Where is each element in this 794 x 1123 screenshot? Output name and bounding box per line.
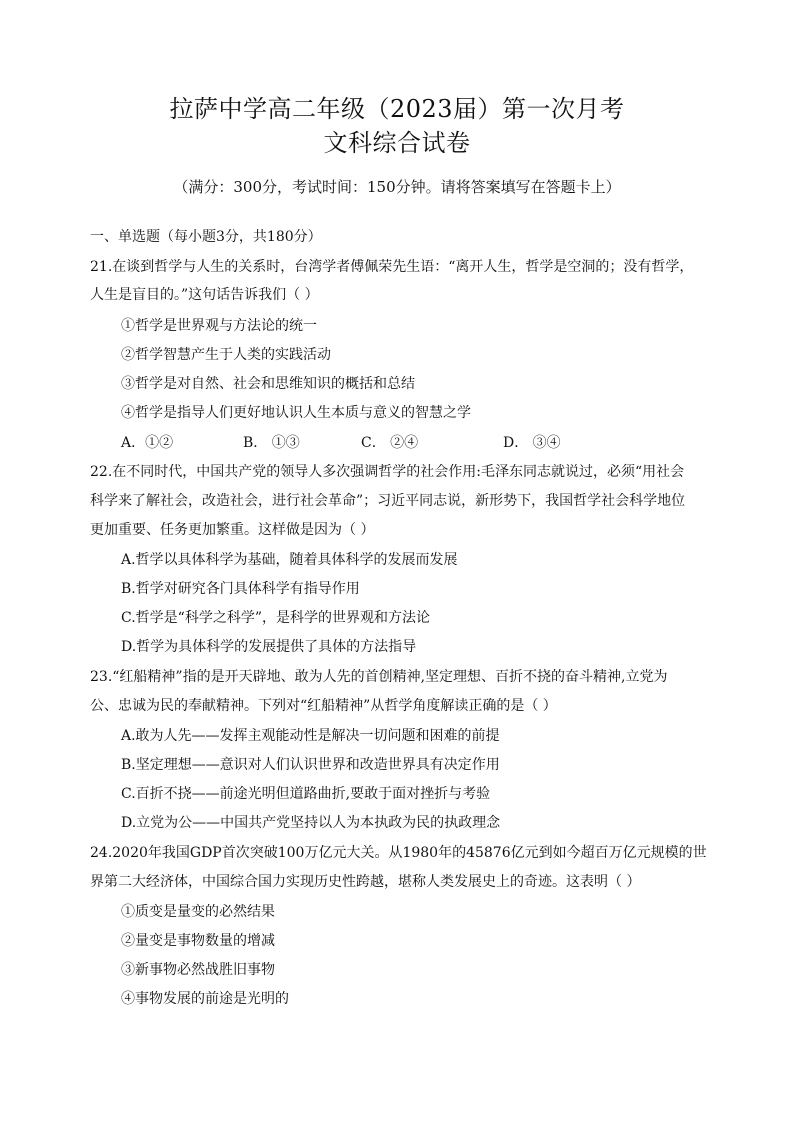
statement-item: ①质变是量变的必然结果 xyxy=(121,904,275,920)
question-stem: 科学来了解社会，改造社会，进行社会革命”；习近平同志说，新形势下，我国哲学社会科学地位 xyxy=(90,493,686,509)
question-stem: 23.“红船精神”指的是开天辟地、敢为人先的首创精神,坚定理想、百折不挠的奋斗精神,立党为 xyxy=(90,669,668,685)
statement-item: ④哲学是指导人们更好地认识人生本质与意义的智慧之学 xyxy=(121,405,471,421)
option-c: C.百折不挠——前途光明但道路曲折,要敢于面对挫折与考验 xyxy=(121,786,491,802)
question-stem: 24.2020年我国GDP首次突破100万亿元大关。从1980年的45876亿元到如今超百万亿元规模的世 xyxy=(90,845,707,861)
question-stem: 22.在不同时代，中国共产党的领导人多次强调哲学的社会作用:毛泽东同志就说过，必须“用社会 xyxy=(90,464,685,480)
choice-d: D． ③④ xyxy=(503,435,561,451)
statement-item: ④事物发展的前途是光明的 xyxy=(121,991,289,1007)
statement-item: ③哲学是对自然、社会和思维知识的概括和总结 xyxy=(121,376,415,392)
question-stem: 界第二大经济体，中国综合国力实现历史性跨越，堪称人类发展史上的奇迹。这表明（ ） xyxy=(90,874,641,890)
exam-note: （满分：300分，考试时间：150分钟。请将答案填写在答题卡上） xyxy=(173,178,621,196)
choice-c: C． ②④ xyxy=(361,435,419,451)
option-b: B.哲学对研究各门具体科学有指导作用 xyxy=(121,581,360,597)
question-stem: 公、忠诚为民的奉献精神。下列对“红船精神”从哲学角度解读正确的是（ ） xyxy=(90,698,557,714)
choice-b: B． ①③ xyxy=(243,435,300,451)
question-stem: 人生是盲目的。”这句话告诉我们（ ） xyxy=(90,287,319,303)
statement-item: ②哲学智慧产生于人类的实践活动 xyxy=(121,347,331,363)
exam-subtitle: 文科综合试卷 xyxy=(323,129,471,157)
option-d: D.哲学为具体科学的发展提供了具体的方法指导 xyxy=(121,639,417,655)
choice-a: A．①② xyxy=(121,435,174,451)
option-c: C.哲学是“科学之科学”，是科学的世界观和方法论 xyxy=(121,610,430,626)
question-stem: 21.在谈到哲学与人生的关系时，台湾学者傅佩荣先生语：“离开人生，哲学是空洞的；没有哲学， xyxy=(90,259,694,275)
option-a: A.敢为人先——发挥主观能动性是解决一切问题和困难的前提 xyxy=(121,728,500,744)
exam-title: 拉萨中学高二年级（2023届）第一次月考 xyxy=(169,95,625,123)
option-b: B.坚定理想——意识对人们认识世界和改造世界具有决定作用 xyxy=(121,757,500,773)
question-stem: 更加重要、任务更加繁重。这样做是因为（ ） xyxy=(90,522,375,538)
option-a: A.哲学以具体科学为基础，随着具体科学的发展而发展 xyxy=(121,552,458,568)
statement-item: ①哲学是世界观与方法论的统一 xyxy=(121,318,317,334)
section-heading: 一、单选题（每小题3分，共180分） xyxy=(90,229,322,245)
statement-item: ③新事物必然战胜旧事物 xyxy=(121,962,275,978)
option-d: D.立党为公——中国共产党坚持以人为本执政为民的执政理念 xyxy=(121,815,501,831)
statement-item: ②量变是事物数量的增减 xyxy=(121,933,275,949)
